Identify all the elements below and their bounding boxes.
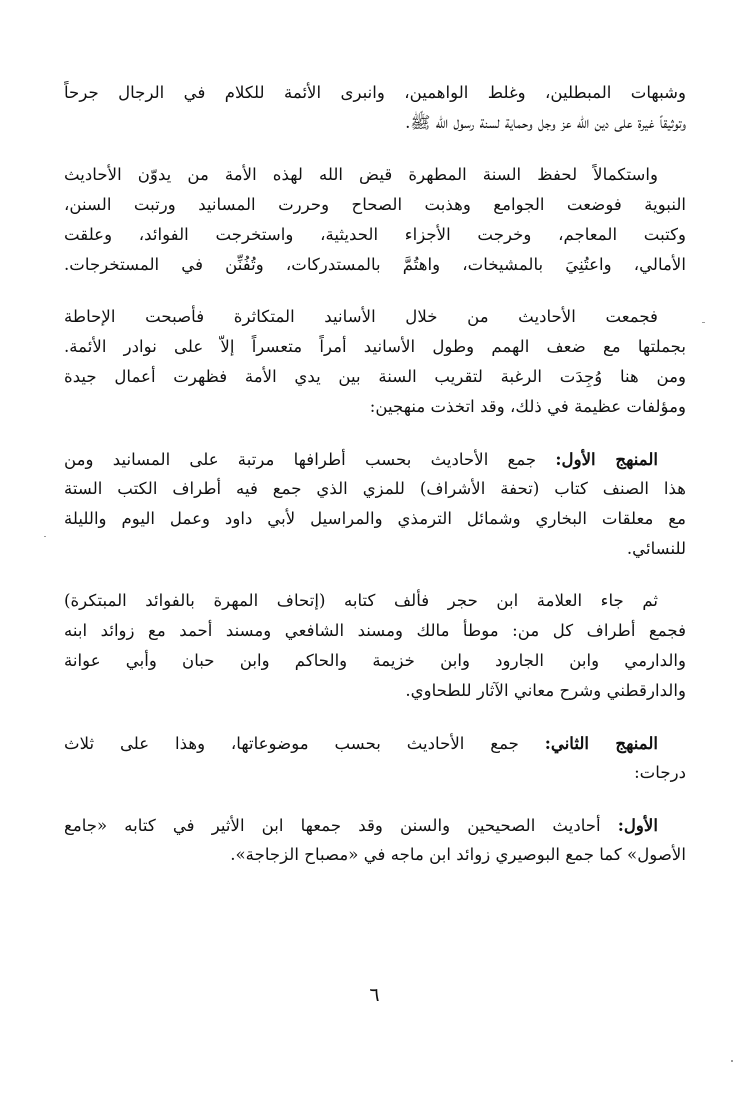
text-line: الأصول» كما جمع البوصيري زوائد ابن ماجه في «مصباح الزجاجة». [230,845,686,864]
paragraph-5 [64,586,686,706]
text-line: ثم جاء العلامة ابن حجر فألف كتابه (إتحاف المهرة بالفوائد المبتكرة) [64,591,658,610]
text-line: الأمالي، واعتُنِيَ بالمشيخات، واهتُمَّ بالمستدركات، وتُفُنِّن في المستخرجات. [64,255,686,274]
scan-speck [731,1060,733,1062]
text-line [64,810,686,840]
paragraph-7 [64,810,686,870]
text-run: أحاديث الصحيحين والسنن وقد جمعها ابن الأثير في كتابه «جامع [64,816,618,835]
paragraph-4 [64,444,686,564]
text-line: وكتبت المعاجم، وخرجت الأجزاء الحديثية، واستخرجت الفوائد، وعلقت [64,225,686,244]
paragraph-6 [64,728,686,788]
text-run: جمع الأحاديث بحسب أطرافها مرتبة على المسانيد ومن [64,450,556,469]
method-two-heading: المنهج الثاني: [544,733,658,753]
text-line: والدارقطني وشرح معاني الآثار للطحاوي. [405,681,686,700]
text-line: فجمع أطراف كل من: موطأ مالك ومسند الشافعي ومسند أحمد مع زوائد ابنه [64,621,686,640]
page-number: ٦ [369,984,380,1006]
text-line [64,728,686,758]
paragraph-1 [64,78,686,138]
text-line: هذا الصنف كتاب (تحفة الأشراف) للمزي الذي جمع فيه أطراف الكتب الستة [64,479,686,498]
text-line: وشبهات المبطلين، وغلط الواهمين، وانبرى الأئمة للكلام في الرجال جرحاً [64,83,686,102]
first-degree-heading: الأول: [617,815,658,835]
text-line [64,444,686,474]
text-line: النبوية فوضعت الجوامع وهذبت الصحاح وحررت المسانيد ورتبت السنن، [64,195,686,214]
method-one-heading: المنهج الأول: [555,449,658,469]
text-line: والدارمي وابن الجارود وابن خزيمة والحاكم وابن حبان وأبي عوانة [64,651,686,670]
text-line: درجات: [634,763,686,782]
text-line: مع معلقات البخاري وشمائل الترمذي والمراسيل لأبي داود وعمل اليوم والليلة [64,509,686,528]
text-line: واستكمالاً لحفظ السنة المطهرة قيض الله لهذه الأمة من يدوّن الأحاديث [64,165,658,184]
text-line: للنسائي. [626,539,686,558]
text-line: فجمعت الأحاديث من خلال الأسانيد المتكاثرة فأصبحت الإحاطة [64,307,658,326]
paragraph-3 [64,302,686,422]
text-line: ومن هنا وُجِدَت الرغبة لتقريب السنة بين يدي الأمة فظهرت أعمال جيدة [64,367,686,386]
page-body [64,78,686,892]
scan-speck [702,322,705,323]
text-line: ومؤلفات عظيمة في ذلك، وقد اتخذت منهجين: [369,397,686,416]
text-line: وتوثيقاً غيرة على دين الله عز وجل وحماية لسنة رسول الله ﷺ. [405,113,686,132]
paragraph-2 [64,160,686,280]
text-line: بجملتها مع ضعف الهمم وطول الأسانيد أمراً متعسراً إلاّ على نوادر الأئمة. [64,337,686,356]
scan-speck [44,536,46,537]
text-run: جمع الأحاديث بحسب موضوعاتها، وهذا على ثلاث [64,734,545,753]
